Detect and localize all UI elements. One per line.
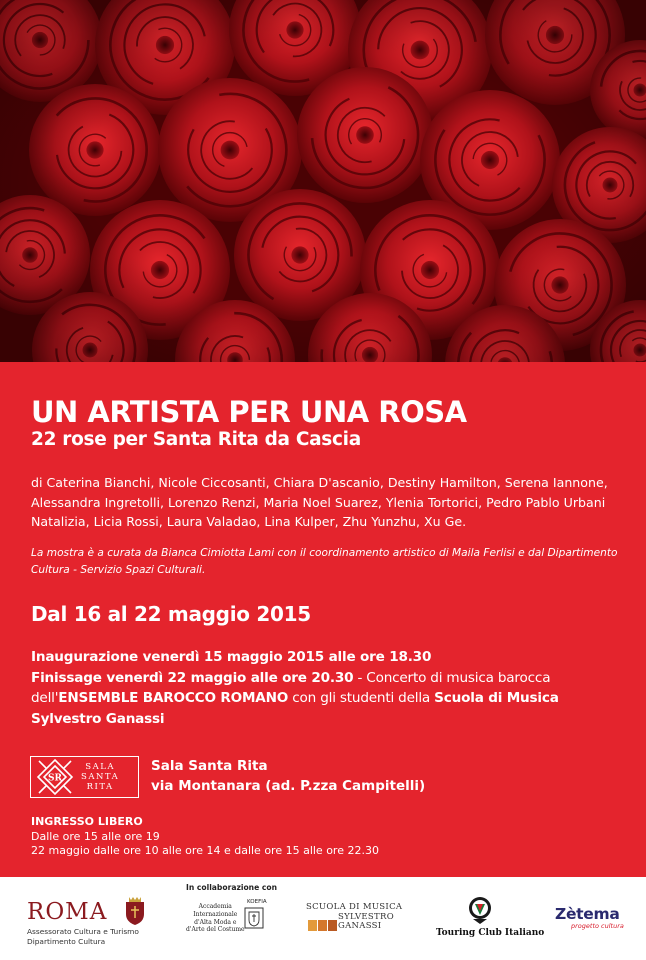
zetema-tagline: progetto cultura	[571, 922, 624, 930]
scuola-emblem-icon	[308, 920, 338, 931]
inauguration-text: Inaugurazione venerdì 15 maggio 2015 alle ore 18.30	[31, 649, 432, 665]
admission-hours: Dalle ore 15 alle ore 19	[31, 829, 160, 843]
admission-heading: INGRESSO LIBERO	[31, 815, 143, 828]
admission-info	[31, 815, 379, 859]
roma-shield-icon	[123, 896, 147, 926]
roma-logo-text: ROMA	[27, 899, 108, 925]
sala-logo-line: RITA	[86, 782, 114, 792]
accademia-line: Internazionale	[193, 910, 238, 918]
venue-address	[151, 756, 425, 796]
scuola-line: SCUOLA DI MUSICA	[306, 902, 403, 912]
roses-photo	[0, 0, 646, 362]
accademia-line: d'Arte del Costume	[186, 926, 245, 934]
koefia-label: KOEFIA	[247, 899, 267, 905]
venue-name: Sala Santa Rita	[151, 758, 268, 774]
info-panel	[0, 362, 646, 877]
admission-hours-special: 22 maggio dalle ore 10 alle ore 14 e dalle ore 15 alle ore 22.30	[31, 844, 379, 857]
scuola-line: GANASSI	[338, 921, 382, 931]
sala-logo-words	[81, 762, 119, 792]
sala-monogram: SR	[48, 773, 62, 784]
touring-club-logo-text: Touring Club Italiano	[436, 928, 545, 938]
roma-dipartimento: Dipartimento Cultura	[27, 936, 106, 946]
sala-logo-line: SANTA	[81, 772, 120, 782]
curator-note: La mostra è a curata da Bianca Cimiotta Lami con il coordinamento artistico di Maila Ferlisi e dal Dipartimento Cultura - Servizio Spazi Culturali.	[31, 547, 618, 576]
accademia-line: Accademia	[198, 903, 232, 910]
accademia-line: d'Alta Moda e	[194, 918, 237, 926]
sala-logo-line: SALA	[85, 762, 115, 772]
ensemble-name: ENSEMBLE BAROCCO ROMANO	[58, 690, 289, 706]
sponsor-footer	[0, 877, 646, 960]
roses-image	[0, 0, 646, 362]
school-name: Scuola di Musica Sylvestro Ganassi	[31, 690, 559, 727]
poster-subtitle: 22 rose per Santa Rita da Cascia	[31, 429, 361, 450]
roma-assessorato: Assessorato Cultura e Turismo	[27, 927, 139, 936]
scuola-line: SYLVESTRO	[338, 911, 394, 922]
students-text: con gli studenti della	[288, 690, 435, 706]
exhibition-dates: Dal 16 al 22 maggio 2015	[31, 602, 311, 626]
zetema-logo-text: Zètema	[555, 905, 620, 923]
koefia-crest-icon	[244, 907, 264, 929]
poster-title: UN ARTISTA PER UNA ROSA	[31, 395, 467, 429]
events-block	[31, 647, 631, 729]
sala-santa-rita-logo	[30, 756, 139, 798]
accademia-logo	[186, 903, 245, 934]
concert-text: - Concerto di musica barocca dell'	[31, 669, 551, 706]
roma-dept	[27, 927, 139, 946]
touring-club-emblem-icon	[467, 895, 493, 925]
artists-list: di Caterina Bianchi, Nicole Ciccosanti, Chiara D'ascanio, Destiny Hamilton, Serena Iannone, Alessandra Ingretolli, Lorenzo Renzi, Maria Noel Suarez, Ylenia Tortorici, Pedro Pablo Urbani Natalizia, Licia Rossi, Laura Valadao, Lina Kulper, Zhu Yunzhu, Xu Ge.	[31, 475, 608, 529]
finissage-text: Finissage venerdì 22 maggio alle ore 20.30	[31, 669, 354, 686]
sala-emblem-icon	[35, 757, 75, 797]
collab-label: In collaborazione con	[186, 883, 278, 892]
venue-street: via Montanara (ad. P.zza Campitelli)	[151, 778, 426, 794]
